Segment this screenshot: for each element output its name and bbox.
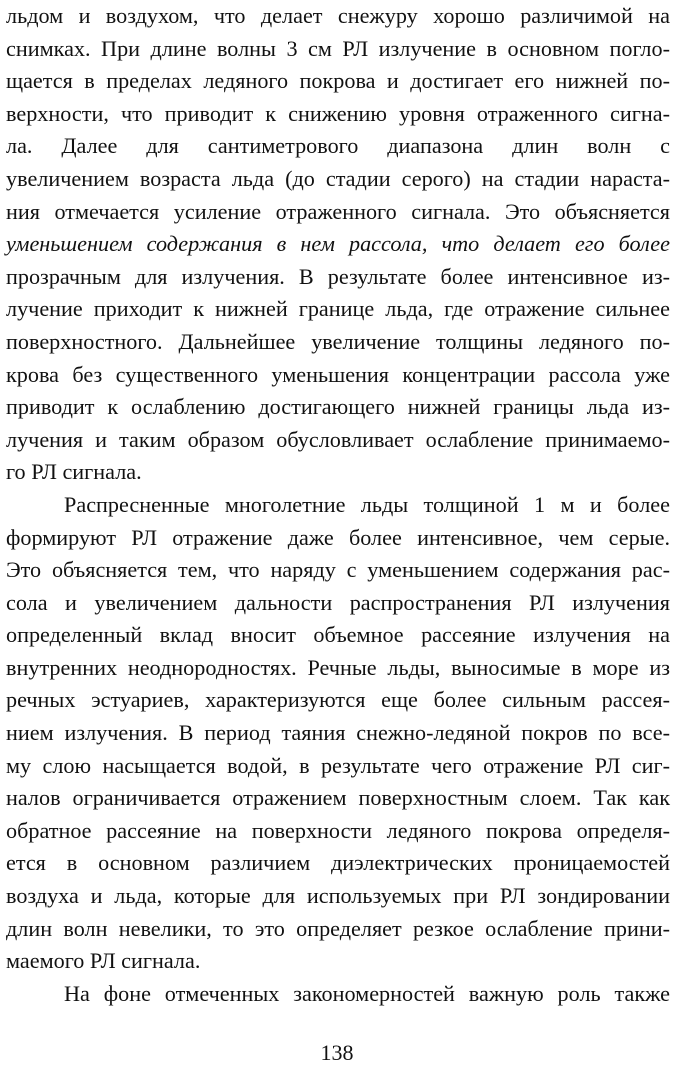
text-segment: ется в основном различием диэлектрических проницаемостей (6, 850, 670, 876)
text-segment: ла. Далее для сантиметрового диапазона длин волн с (6, 133, 670, 159)
text-segment: Это объясняется тем, что наряду с уменьшением содержания рас- (6, 557, 670, 583)
text-line (6, 913, 670, 946)
text-line (6, 554, 670, 587)
text-line (6, 945, 670, 978)
text-segment: налов ограничивается отражением поверхностным слоем. Так как (6, 785, 670, 811)
text-line (6, 978, 670, 1011)
text-line (6, 847, 670, 880)
text-segment: обратное рассеяние на поверхности ледяного покрова определя- (6, 817, 670, 843)
text-line (6, 750, 670, 783)
text-line (6, 782, 670, 815)
text-line (6, 652, 670, 685)
text-segment: снимках. При длине волны 3 см РЛ излучение в основном погло- (6, 35, 670, 61)
text-line (6, 0, 670, 33)
text-segment: лучение приходит к нижней границе льда, где отражение сильнее (6, 296, 670, 322)
text-line (6, 261, 670, 294)
text-line (6, 619, 670, 652)
text-line (6, 717, 670, 750)
text-segment: сола и увеличением дальности распространения РЛ излучения (6, 589, 670, 615)
text-segment: ния отмечается усиление отраженного сигнала. Это объясняется (6, 198, 670, 224)
text-segment: воздуха и льда, которые для используемых при РЛ зондировании (6, 883, 670, 909)
text-line (6, 684, 670, 717)
text-segment: го РЛ сигнала. (6, 459, 142, 485)
text-segment: нием излучения. В период таяния снежно-ледяной покров по все- (6, 720, 670, 746)
text-line (6, 359, 670, 392)
text-line (6, 163, 670, 196)
text-line (6, 326, 670, 359)
text-segment: прозрачным для излучения. В результате более интенсивное из- (6, 263, 670, 289)
text-segment: крова без существенного уменьшения концентрации рассола уже (6, 361, 670, 387)
text-segment: верхности, что приводит к снижению уровня отраженного сигна- (6, 100, 670, 126)
text-line (6, 130, 670, 163)
text-segment: поверхностного. Дальнейшее увеличение толщины ледяного по- (6, 328, 670, 354)
text-segment: внутренних неоднородностях. Речные льды, выносимые в море из (6, 654, 670, 680)
text-segment: му слою насыщается водой, в результате чего отражение РЛ сиг- (6, 752, 670, 778)
text-line (6, 880, 670, 913)
text-line (6, 489, 670, 522)
page-number: 138 (320, 1040, 354, 1065)
text-line (6, 424, 670, 457)
text-segment: приводит к ослаблению достигающего нижней границы льда из- (6, 394, 670, 420)
text-segment: щается в пределах ледяного покрова и достигает его нижней по- (6, 68, 670, 94)
text-line (6, 587, 670, 620)
document-page (6, 0, 670, 1010)
text-segment: маемого РЛ сигнала. (6, 948, 201, 974)
text-line (6, 196, 670, 229)
italic-text: уменьшением содержания в нем рассола, что делает его более (6, 231, 670, 257)
text-segment: льдом и воздухом, что делает снежуру хорошо различимой на (6, 3, 670, 28)
text-line (6, 456, 670, 489)
text-segment: речных эстуариев, характеризуются еще более сильным рассея- (6, 687, 670, 713)
text-segment: лучения и таким образом обусловливает ослабление принимаемо- (6, 426, 670, 452)
text-segment: формируют РЛ отражение даже более интенсивное, чем серые. (6, 524, 670, 550)
text-line (6, 391, 670, 424)
text-segment: На фоне отмеченных закономерностей важную роль также (64, 980, 670, 1006)
text-line (6, 815, 670, 848)
text-line (6, 65, 670, 98)
text-segment: Распресненные многолетние льды толщиной 1 м и более (64, 491, 670, 517)
text-segment: увеличением возраста льда (до стадии серого) на стадии нараста- (6, 165, 670, 191)
text-segment: длин волн невелики, то это определяет резкое ослабление прини- (6, 915, 670, 941)
text-line (6, 522, 670, 555)
text-line (6, 228, 670, 261)
text-line (6, 98, 670, 131)
text-line (6, 33, 670, 66)
text-segment: определенный вклад вносит объемное рассеяние излучения на (6, 622, 670, 648)
text-line (6, 293, 670, 326)
